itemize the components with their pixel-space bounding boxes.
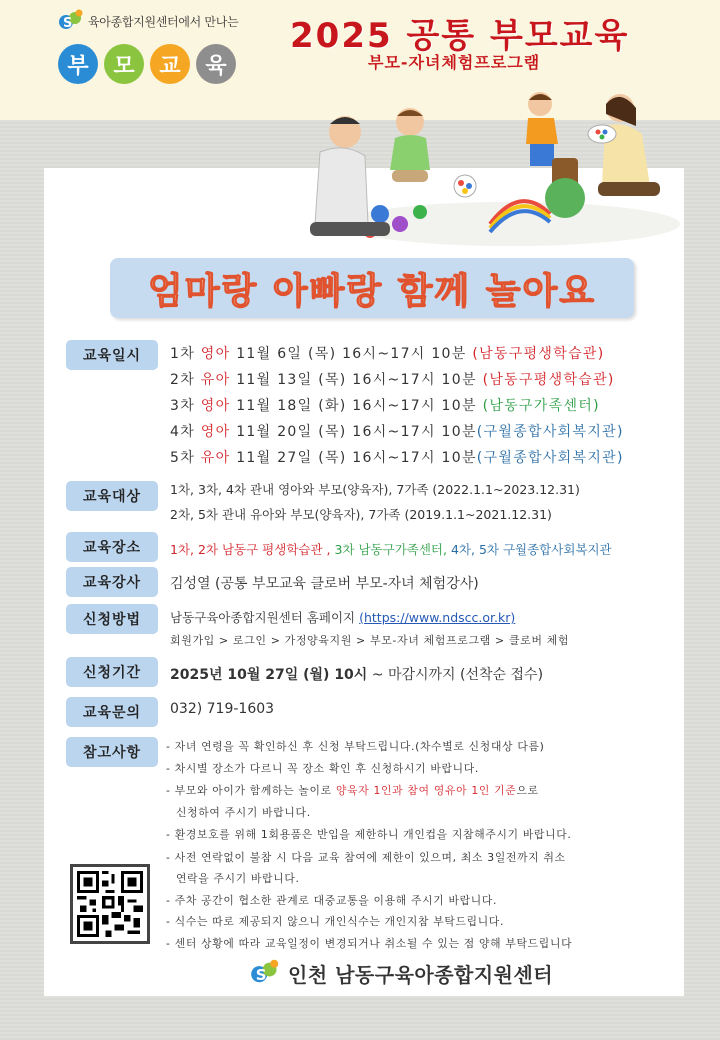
note-3-cont: 신청하여 주시기 바랍니다. [176, 806, 311, 819]
note-4: - 환경보호를 위해 1회용품은 반입을 제한하니 개인컵을 지참해주시기 바랍니다. [166, 828, 572, 841]
note-8: - 센터 상황에 따라 교육일정이 변경되거나 취소될 수 있는 점 양해 부탁드립니다 [166, 937, 573, 950]
note-5: - 사전 연락없이 불참 시 다음 교육 참여에 제한이 있으며, 최소 3일전까지 취소 [166, 851, 566, 864]
place-part-1: 1차, 2차 남동구 평생학습관 , [170, 542, 331, 557]
logo-char-4: 육 [196, 44, 236, 84]
schedule-row-2 [170, 369, 615, 389]
label-lecturer: 교육강사 [66, 567, 158, 597]
footer-org-name: 인천 남동구육아종합지원센터 [288, 962, 554, 987]
schedule-row-1 [170, 343, 604, 363]
label-apply: 신청방법 [66, 604, 158, 634]
schedule-row-4 [170, 421, 624, 441]
date-time: 11월 27일 (목) 16시~17시 10분 [236, 450, 477, 466]
program-logo-circles [58, 44, 236, 84]
apply-path: 회원가입 > 로그인 > 가정양육지원 > 부모-자녀 체험프로그램 > 클로버 체험 [170, 634, 570, 647]
headline-banner [110, 258, 634, 318]
svg-text:S: S [63, 16, 73, 31]
note-7: - 식수는 따로 제공되지 않으니 개인식수는 개인지참 부탁드립니다. [166, 915, 505, 928]
note-1: - 자녀 연령을 꼭 확인하신 후 신청 부탁드립니다.(차수별로 신청대상 다름) [166, 740, 545, 753]
qr-code[interactable] [70, 864, 150, 944]
logo-char-2: 모 [104, 44, 144, 84]
date-time: 11월 18일 (화) 16시~17시 10분 [236, 398, 477, 414]
sub-title: 부모-자녀체험프로그램 [368, 53, 541, 72]
note-3 [166, 783, 539, 798]
venue: (남동구평생학습관) [472, 346, 605, 362]
venue: (구월종합사회복지관) [476, 450, 624, 466]
schedule-row-3 [170, 395, 600, 415]
schedule-row-5 [170, 447, 624, 467]
label-target: 교육대상 [66, 481, 158, 511]
note-3-b: 양육자 1인과 참여 영유아 1인 기준 [335, 784, 517, 797]
lecturer-text: 김성열 (공통 부모교육 클로버 부모-자녀 체험강사) [170, 576, 479, 592]
org-tagline: 육아종합지원센터에서 만나는 [88, 14, 239, 29]
inquiry-phone: 032) 719-1603 [170, 701, 275, 717]
note-3-a: - 부모와 아이가 함께하는 놀이로 [166, 784, 332, 797]
label-place: 교육장소 [66, 532, 158, 562]
age-group: 영아 [200, 346, 231, 362]
main-title: 2025 공통 부모교육 [290, 16, 630, 56]
round: 5차 [170, 450, 196, 466]
venue: (구월종합사회복지관) [476, 424, 624, 440]
round: 2차 [170, 372, 196, 388]
place-line [170, 540, 612, 558]
period-end: ~ 마감시까지 (선착순 접수) [371, 667, 544, 683]
qr-code-icon [77, 871, 143, 937]
date-time: 11월 6일 (목) 16시~17시 10분 [236, 346, 467, 362]
date-time: 11월 20일 (목) 16시~17시 10분 [236, 424, 477, 440]
note-2: - 차시별 장소가 다르니 꼭 장소 확인 후 신청하시기 바랍니다. [166, 762, 480, 775]
period-line [170, 664, 543, 684]
label-schedule: 교육일시 [66, 340, 158, 370]
target-line-1: 1차, 3차, 4차 관내 영아와 부모(양육자), 7가족 (2022.1.1~2023.12.31) [170, 482, 580, 497]
age-group: 영아 [200, 398, 231, 414]
homepage-link[interactable]: (https://www.ndscc.or.kr) [359, 610, 516, 625]
round: 4차 [170, 424, 196, 440]
age-group: 영아 [200, 424, 231, 440]
place-part-2: 3차 남동구가족센터, [334, 542, 447, 557]
footer-org [250, 958, 553, 988]
headline-text: 엄마랑 아빠랑 함께 놀아요 [147, 270, 597, 312]
org-brand [58, 8, 238, 34]
label-notes: 참고사항 [66, 737, 158, 767]
label-period: 신청기간 [66, 657, 158, 687]
note-6: - 주차 공간이 협소한 관계로 대중교통을 이용해 주시기 바랍니다. [166, 894, 498, 907]
date-time: 11월 13일 (목) 16시~17시 10분 [236, 372, 477, 388]
logo-char-1: 부 [58, 44, 98, 84]
venue: (남동구평생학습관) [482, 372, 615, 388]
note-5-cont: 연락을 주시기 바랍니다. [176, 872, 300, 885]
apply-line [170, 608, 515, 626]
round: 1차 [170, 346, 196, 362]
apply-text: 남동구육아종합지원센터 홈페이지 [170, 610, 356, 625]
center-logo-icon [250, 958, 280, 988]
svg-text:S: S [255, 965, 267, 984]
target-line-2: 2차, 5차 관내 유아와 부모(양육자), 7가족 (2019.1.1~2021.12.31) [170, 507, 552, 522]
note-3-c: 으로 [516, 784, 539, 797]
logo-char-3: 교 [150, 44, 190, 84]
round: 3차 [170, 398, 196, 414]
center-logo-icon [58, 8, 84, 34]
age-group: 유아 [200, 372, 231, 388]
label-inquiry: 교육문의 [66, 697, 158, 727]
period-start: 2025년 10월 27일 (월) 10시 [170, 667, 368, 683]
age-group: 유아 [200, 450, 231, 466]
family-painting-illustration [280, 74, 680, 254]
venue: (남동구가족센터) [482, 398, 600, 414]
place-part-3: 4차, 5차 구월종합사회복지관 [450, 542, 612, 557]
